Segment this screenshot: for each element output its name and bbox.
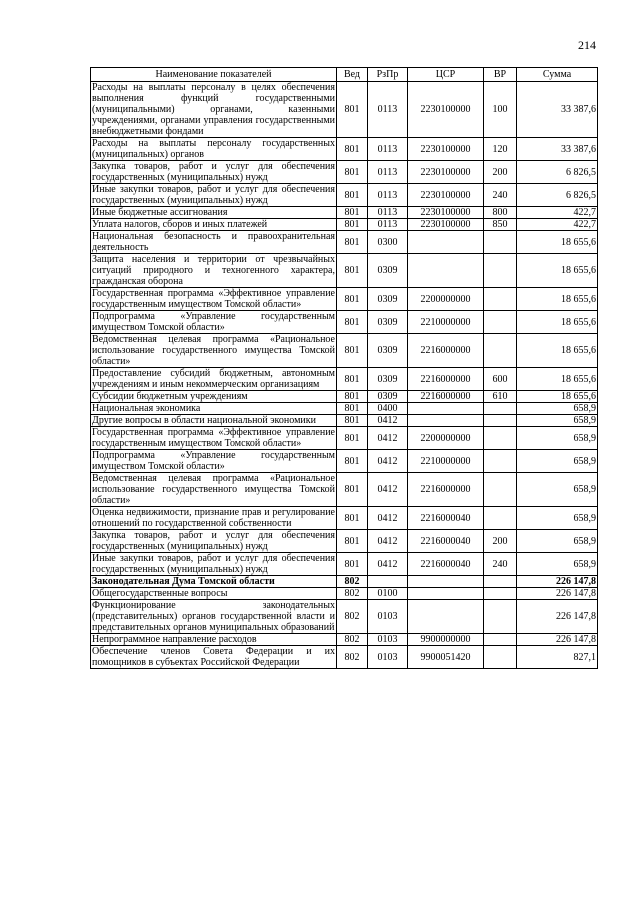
table-row — [91, 646, 598, 669]
cell-rzpr: 0113 — [368, 184, 408, 207]
cell-sum: 18 655,6 — [517, 391, 598, 403]
header-vr: ВР — [484, 68, 517, 82]
cell-csr: 2216000040 — [408, 553, 484, 576]
cell-name: Другие вопросы в области национальной экономики — [91, 415, 337, 427]
cell-csr: 2216000000 — [408, 368, 484, 391]
table-row — [91, 391, 598, 403]
cell-csr — [408, 231, 484, 254]
cell-name: Уплата налогов, сборов и иных платежей — [91, 219, 337, 231]
cell-vr — [484, 403, 517, 415]
cell-name: Национальная экономика — [91, 403, 337, 415]
page-number: 214 — [578, 38, 596, 52]
cell-name: Расходы на выплаты персоналу государственных (муниципальных) органов — [92, 138, 335, 160]
cell-ved: 801 — [337, 184, 368, 207]
cell-name: Иные закупки товаров, работ и услуг для обеспечения государственных (муниципальных) нужд — [92, 553, 335, 575]
cell-vr: 120 — [484, 138, 517, 161]
table-row — [91, 368, 598, 391]
cell-rzpr — [368, 576, 408, 588]
cell-rzpr: 0113 — [368, 82, 408, 138]
cell-csr — [408, 403, 484, 415]
budget-table — [90, 67, 598, 669]
cell-name: Подпрограмма «Управление государственным имуществом Томской области» — [92, 450, 335, 472]
header-name: Наименование показателей — [91, 68, 337, 82]
header-sum: Сумма — [517, 68, 598, 82]
cell-ved: 801 — [337, 450, 368, 473]
table-row — [91, 507, 598, 530]
cell-sum: 658,9 — [517, 427, 598, 450]
cell-vr — [484, 427, 517, 450]
cell-sum: 18 655,6 — [517, 231, 598, 254]
cell-ved: 802 — [337, 588, 368, 600]
table-row — [91, 588, 598, 600]
cell-sum: 226 147,8 — [517, 600, 598, 634]
cell-rzpr: 0113 — [368, 161, 408, 184]
cell-csr: 2230100000 — [408, 138, 484, 161]
cell-vr — [484, 634, 517, 646]
cell-ved: 801 — [337, 530, 368, 553]
table-row — [91, 450, 598, 473]
cell-csr: 2216000000 — [408, 391, 484, 403]
cell-rzpr: 0309 — [368, 391, 408, 403]
header-csr: ЦСР — [408, 68, 484, 82]
cell-rzpr: 0300 — [368, 231, 408, 254]
cell-name: Государственная программа «Эффективное управление государственным имуществом Томской области» — [92, 288, 335, 310]
cell-ved: 801 — [337, 334, 368, 368]
cell-ved: 801 — [337, 207, 368, 219]
cell-ved: 801 — [337, 415, 368, 427]
cell-sum: 422,7 — [517, 219, 598, 231]
cell-ved: 801 — [337, 507, 368, 530]
table-row — [91, 600, 598, 634]
table-row — [91, 334, 598, 368]
cell-csr — [408, 600, 484, 634]
cell-vr — [484, 507, 517, 530]
cell-rzpr: 0103 — [368, 634, 408, 646]
table-row — [91, 288, 598, 311]
cell-sum: 18 655,6 — [517, 288, 598, 311]
cell-sum: 422,7 — [517, 207, 598, 219]
cell-vr — [484, 288, 517, 311]
cell-rzpr: 0113 — [368, 138, 408, 161]
cell-vr — [484, 415, 517, 427]
cell-sum: 226 147,8 — [517, 588, 598, 600]
cell-sum: 658,9 — [517, 473, 598, 507]
cell-rzpr: 0412 — [368, 473, 408, 507]
cell-csr: 2230100000 — [408, 184, 484, 207]
cell-sum: 658,9 — [517, 403, 598, 415]
cell-vr — [484, 311, 517, 334]
cell-sum: 658,9 — [517, 530, 598, 553]
cell-ved: 801 — [337, 138, 368, 161]
cell-rzpr: 0113 — [368, 207, 408, 219]
cell-name: Национальная безопасность и правоохранительная деятельность — [92, 231, 335, 253]
cell-name: Закупка товаров, работ и услуг для обеспечения государственных (муниципальных) нужд — [92, 530, 335, 552]
table-row — [91, 576, 598, 588]
cell-csr: 2200000000 — [408, 427, 484, 450]
table-row — [91, 138, 598, 161]
cell-sum: 226 147,8 — [517, 576, 598, 588]
cell-csr: 2216000000 — [408, 334, 484, 368]
table-row — [91, 207, 598, 219]
cell-ved: 801 — [337, 161, 368, 184]
cell-csr — [408, 254, 484, 288]
cell-ved: 802 — [337, 646, 368, 669]
cell-ved: 801 — [337, 254, 368, 288]
cell-csr: 2200000000 — [408, 288, 484, 311]
cell-vr: 100 — [484, 82, 517, 138]
cell-sum: 18 655,6 — [517, 311, 598, 334]
table-row — [91, 254, 598, 288]
table-row — [91, 184, 598, 207]
cell-rzpr: 0412 — [368, 530, 408, 553]
table-row — [91, 231, 598, 254]
cell-csr: 2210000000 — [408, 311, 484, 334]
cell-vr: 800 — [484, 207, 517, 219]
cell-vr — [484, 231, 517, 254]
cell-sum: 33 387,6 — [517, 138, 598, 161]
cell-sum: 6 826,5 — [517, 161, 598, 184]
cell-name: Непрограммное направление расходов — [91, 634, 337, 646]
cell-ved: 801 — [337, 427, 368, 450]
cell-rzpr: 0412 — [368, 553, 408, 576]
cell-ved: 801 — [337, 288, 368, 311]
cell-name: Оценка недвижимости, признание прав и регулирование отношений по государственной собственности — [92, 507, 335, 529]
cell-ved: 801 — [337, 311, 368, 334]
cell-ved: 801 — [337, 219, 368, 231]
cell-vr — [484, 588, 517, 600]
cell-sum: 18 655,6 — [517, 334, 598, 368]
cell-ved: 801 — [337, 231, 368, 254]
cell-rzpr: 0309 — [368, 311, 408, 334]
cell-rzpr: 0100 — [368, 588, 408, 600]
cell-csr: 2230100000 — [408, 82, 484, 138]
cell-sum: 658,9 — [517, 553, 598, 576]
cell-sum: 33 387,6 — [517, 82, 598, 138]
table-row — [91, 403, 598, 415]
cell-vr: 610 — [484, 391, 517, 403]
cell-ved: 801 — [337, 82, 368, 138]
cell-csr — [408, 588, 484, 600]
table-body — [91, 82, 598, 669]
cell-name: Предоставление субсидий бюджетным, автономным учреждениям и иным некоммерческим организациям — [92, 368, 335, 390]
cell-csr: 9900051420 — [408, 646, 484, 669]
cell-vr: 240 — [484, 184, 517, 207]
cell-sum: 226 147,8 — [517, 634, 598, 646]
table-row — [91, 311, 598, 334]
cell-vr — [484, 450, 517, 473]
cell-name: Расходы на выплаты персоналу в целях обеспечения выполнения функций государственными (муниципальными) органами, казенными учреждениями, органами управления государственными внебюджетными фондами — [92, 82, 335, 137]
cell-ved: 802 — [337, 634, 368, 646]
cell-ved: 801 — [337, 391, 368, 403]
cell-vr — [484, 646, 517, 669]
table-row — [91, 473, 598, 507]
cell-ved: 801 — [337, 553, 368, 576]
cell-csr: 2230100000 — [408, 207, 484, 219]
cell-name: Общегосударственные вопросы — [91, 588, 337, 600]
table-row — [91, 427, 598, 450]
table-row — [91, 530, 598, 553]
table-row — [91, 82, 598, 138]
cell-ved: 802 — [337, 600, 368, 634]
cell-name: Государственная программа «Эффективное управление государственным имуществом Томской области» — [92, 427, 335, 449]
cell-vr: 240 — [484, 553, 517, 576]
cell-rzpr: 0103 — [368, 646, 408, 669]
cell-vr — [484, 334, 517, 368]
cell-rzpr: 0412 — [368, 450, 408, 473]
cell-csr: 2216000000 — [408, 473, 484, 507]
table-row — [91, 415, 598, 427]
table-row — [91, 634, 598, 646]
cell-name: Иные закупки товаров, работ и услуг для обеспечения государственных (муниципальных) нужд — [92, 184, 335, 206]
cell-sum: 18 655,6 — [517, 254, 598, 288]
cell-ved: 801 — [337, 368, 368, 391]
cell-vr: 200 — [484, 530, 517, 553]
cell-csr: 2210000000 — [408, 450, 484, 473]
cell-vr: 600 — [484, 368, 517, 391]
table-header-row — [91, 68, 598, 82]
cell-name: Ведомственная целевая программа «Рациональное использование государственного имущества Томской области» — [92, 334, 335, 367]
cell-csr: 9900000000 — [408, 634, 484, 646]
cell-csr: 2230100000 — [408, 161, 484, 184]
header-ved: Вед — [337, 68, 368, 82]
cell-name: Обеспечение членов Совета Федерации и их помощников в субъектах Российской Федерации — [92, 646, 335, 668]
cell-sum: 827,1 — [517, 646, 598, 669]
cell-rzpr: 0309 — [368, 288, 408, 311]
cell-csr: 2230100000 — [408, 219, 484, 231]
cell-ved: 801 — [337, 473, 368, 507]
cell-name: Законодательная Дума Томской области — [91, 576, 337, 588]
cell-name: Защита населения и территории от чрезвычайных ситуаций природного и техногенного характера, гражданская оборона — [92, 254, 335, 287]
cell-vr — [484, 254, 517, 288]
cell-rzpr: 0412 — [368, 427, 408, 450]
table-row — [91, 553, 598, 576]
cell-name: Функционирование законодательных (представительных) органов государственной власти и представительных органов муниципальных образований — [92, 600, 335, 633]
cell-vr: 850 — [484, 219, 517, 231]
cell-csr — [408, 576, 484, 588]
cell-name: Субсидии бюджетным учреждениям — [91, 391, 337, 403]
cell-vr — [484, 473, 517, 507]
cell-csr: 2216000040 — [408, 530, 484, 553]
cell-sum: 658,9 — [517, 507, 598, 530]
cell-sum: 658,9 — [517, 450, 598, 473]
cell-rzpr: 0309 — [368, 334, 408, 368]
cell-name: Подпрограмма «Управление государственным имуществом Томской области» — [92, 311, 335, 333]
cell-name: Иные бюджетные ассигнования — [91, 207, 337, 219]
table-row — [91, 219, 598, 231]
cell-csr: 2216000040 — [408, 507, 484, 530]
cell-vr: 200 — [484, 161, 517, 184]
cell-name: Закупка товаров, работ и услуг для обеспечения государственных (муниципальных) нужд — [92, 161, 335, 183]
cell-sum: 18 655,6 — [517, 368, 598, 391]
cell-csr — [408, 415, 484, 427]
cell-name: Ведомственная целевая программа «Рациональное использование государственного имущества Томской области» — [92, 473, 335, 506]
cell-rzpr: 0412 — [368, 507, 408, 530]
cell-rzpr: 0412 — [368, 415, 408, 427]
header-rzpr: РзПр — [368, 68, 408, 82]
cell-rzpr: 0309 — [368, 368, 408, 391]
cell-vr — [484, 576, 517, 588]
cell-vr — [484, 600, 517, 634]
table-row — [91, 161, 598, 184]
cell-sum: 658,9 — [517, 415, 598, 427]
cell-ved: 802 — [337, 576, 368, 588]
cell-rzpr: 0400 — [368, 403, 408, 415]
cell-rzpr: 0309 — [368, 254, 408, 288]
cell-rzpr: 0113 — [368, 219, 408, 231]
cell-rzpr: 0103 — [368, 600, 408, 634]
cell-sum: 6 826,5 — [517, 184, 598, 207]
cell-ved: 801 — [337, 403, 368, 415]
